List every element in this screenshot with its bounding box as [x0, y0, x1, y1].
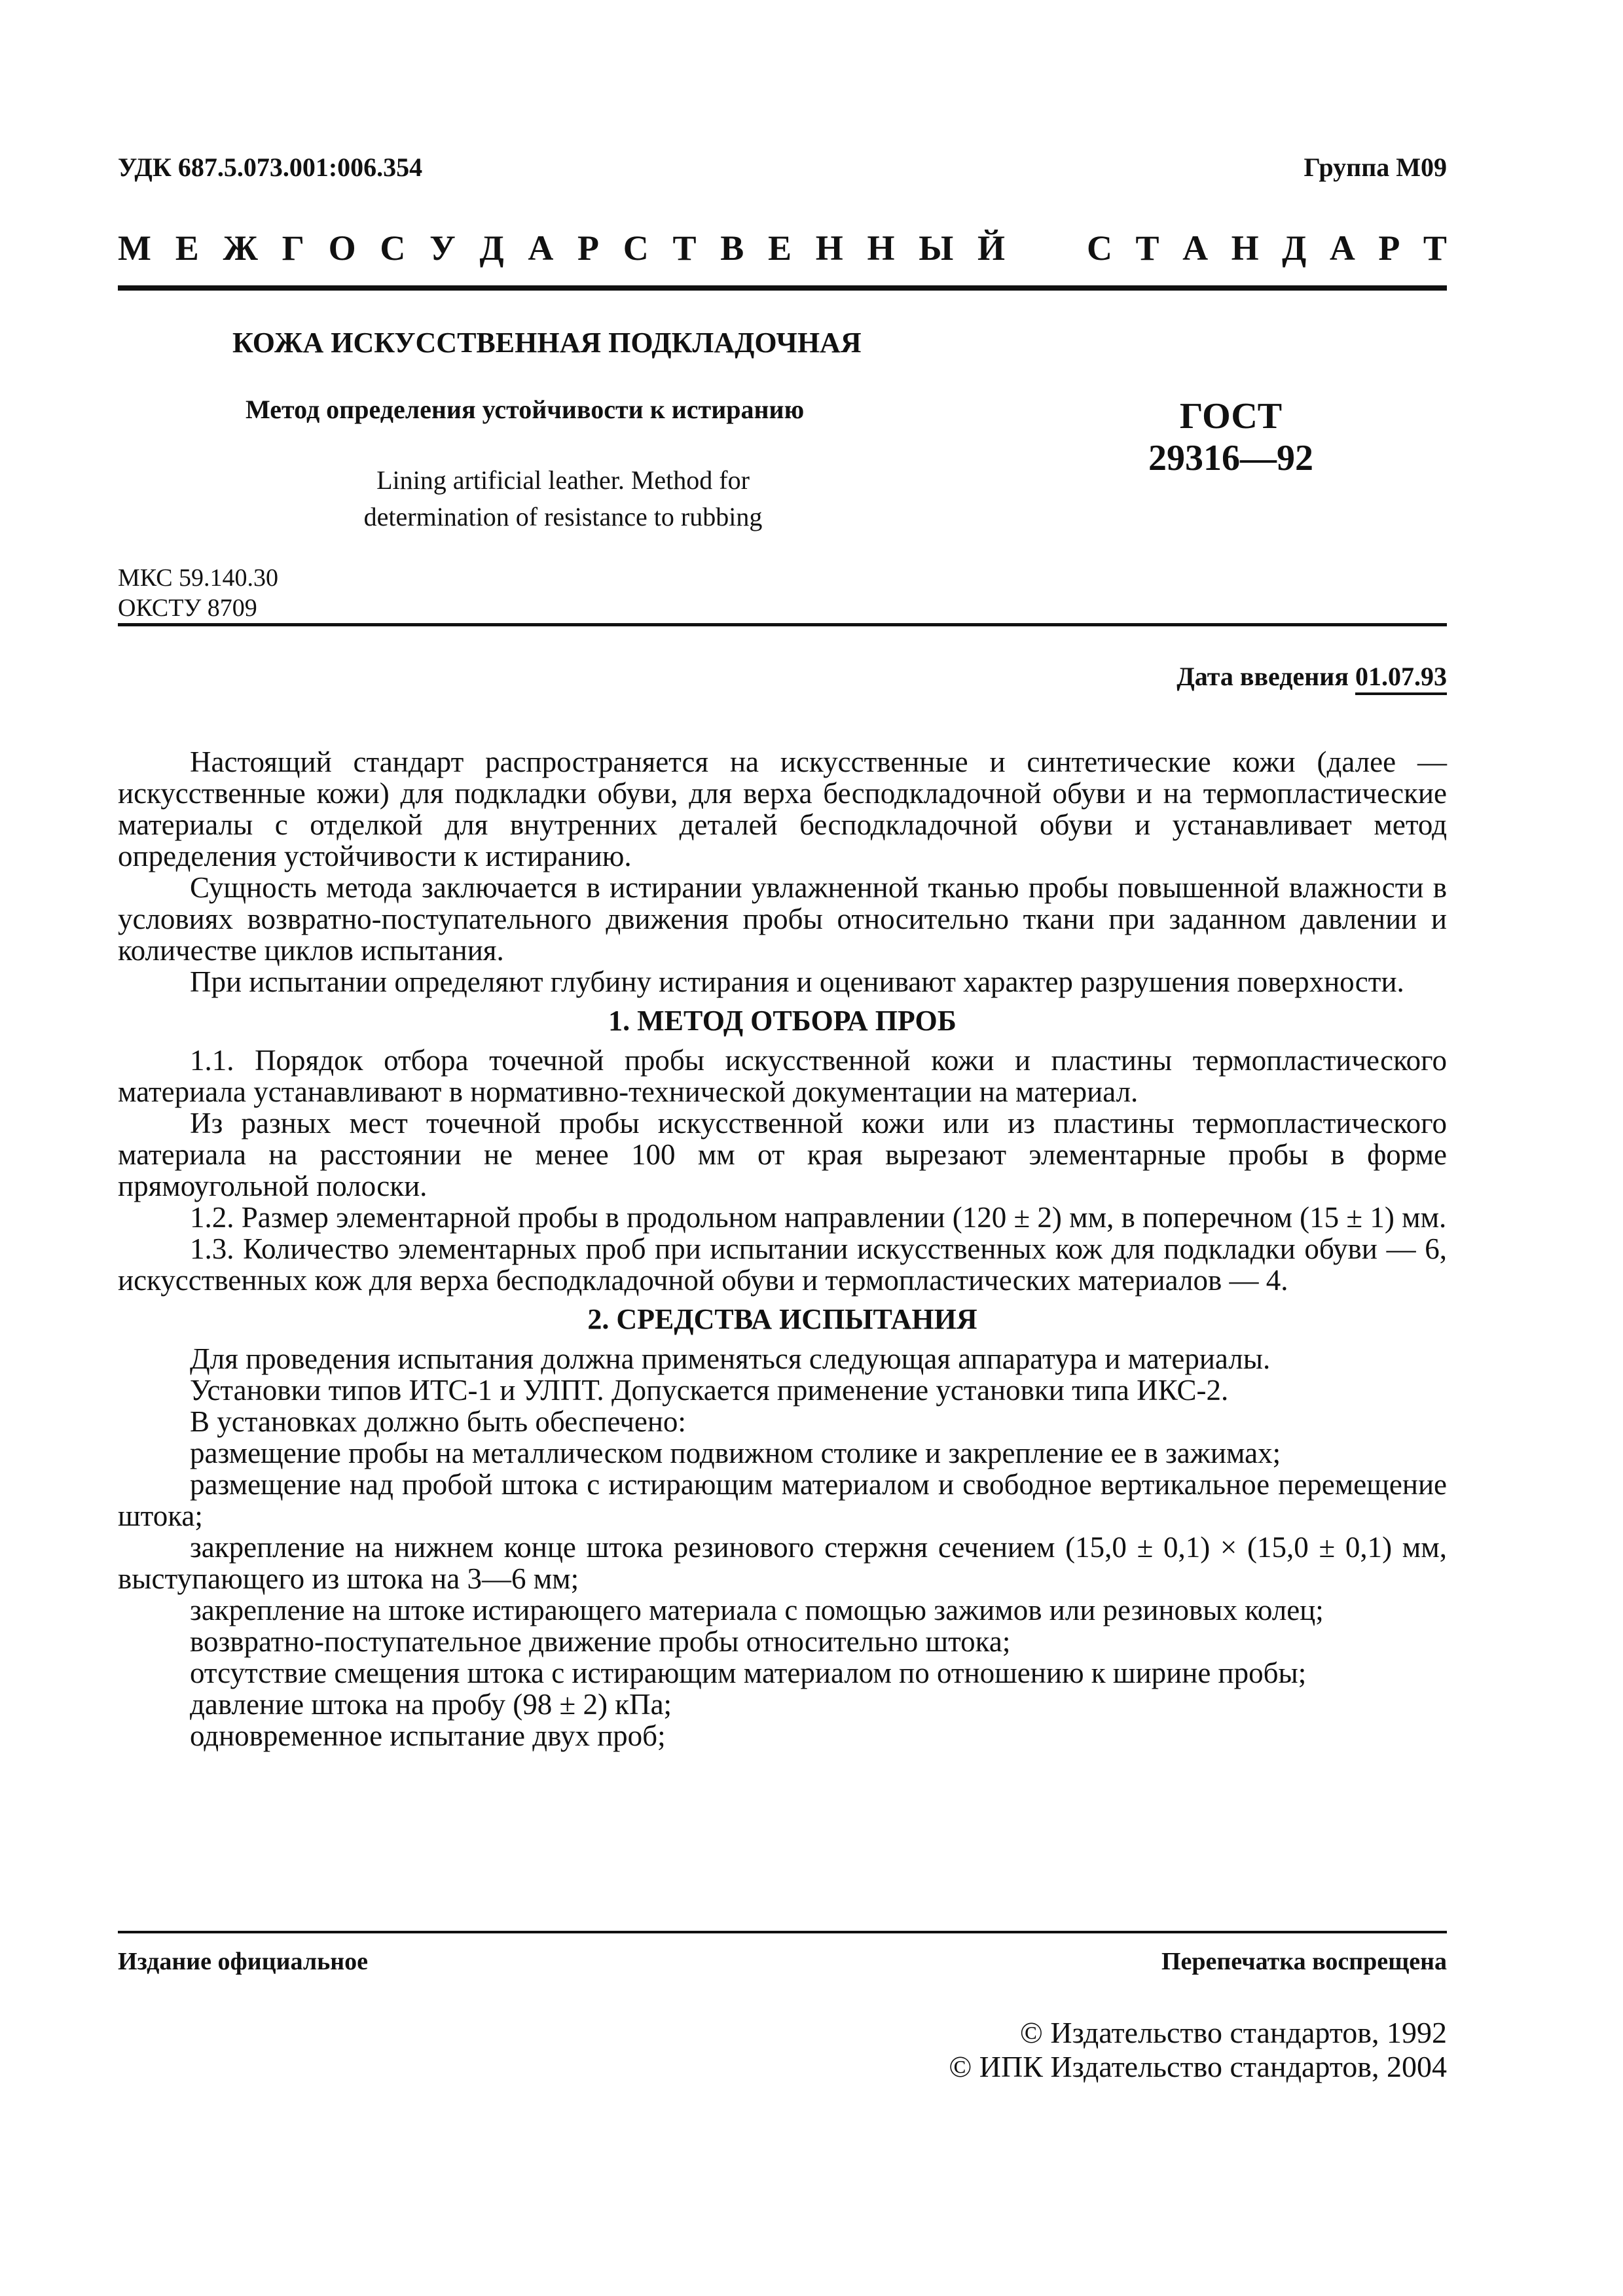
copyright-line: © Издательство стандартов, 1992: [1019, 2016, 1447, 2049]
section-paragraph: размещение над пробой штока с истирающим материалом и свободное вертикальное перемещение штока;: [118, 1468, 1447, 1532]
heading-letter: А: [1182, 228, 1209, 268]
section-paragraph: одновременное испытание двух проб;: [190, 1719, 666, 1752]
document-body: [118, 746, 1447, 1751]
date-value: 01.07.93: [1355, 662, 1447, 695]
section-paragraph: давление штока на пробу (98 ± 2) кПа;: [190, 1688, 672, 1721]
heading-letter: У: [429, 228, 456, 268]
gost-number: 29316—92: [1148, 438, 1313, 478]
copyright-line: © ИПК Издательство стандартов, 2004: [949, 2050, 1447, 2083]
heading-letter: Т: [1135, 228, 1159, 268]
heading-letter: Р: [577, 228, 600, 268]
english-title-line: Lining artificial leather. Method for: [376, 465, 750, 495]
english-title-line: determination of resistance to rubbing: [363, 502, 763, 531]
english-title: [314, 462, 812, 535]
official-edition: Издание официальное: [118, 1948, 369, 1975]
footer-rule: [118, 1931, 1447, 1933]
gost-designation: [1113, 395, 1349, 479]
heading-letter: С: [380, 228, 406, 268]
intro-paragraph: Настоящий стандарт распространяется на искусственные и синтетические кожи (далее — искусственные кожи) для подкладки обуви, для верха бесподкладочной обуви и на термопластические материалы с отделкой для внутренних деталей бесподкладочной обуви и устанавливает метод определения устойчивости к истиранию.: [118, 745, 1447, 872]
intro-paragraph: Сущность метода заключается в истирании увлажненной тканью пробы повышенной влажности в условиях возвратно-поступательного движения пробы относительно ткани при заданном давлении и количестве циклов испытания.: [118, 871, 1447, 967]
heading-letter: Ж: [223, 228, 258, 268]
heading-letter: Е: [175, 228, 199, 268]
section-heading: 1. МЕТОД ОТБОРА ПРОБ: [608, 1005, 957, 1037]
section-paragraph: размещение пробы на металлическом подвижном столике и закрепление ее в зажимах;: [190, 1437, 1281, 1469]
section-paragraph: В установках должно быть обеспечено:: [190, 1405, 686, 1438]
standard-word: [1087, 228, 1447, 268]
section-paragraph: Для проведения испытания должна применяться следующая аппаратура и материалы.: [190, 1342, 1271, 1375]
heading-letter: Н: [815, 228, 843, 268]
document-subtitle: Метод определения устойчивости к истиранию: [246, 395, 805, 424]
section-paragraph: 1.1. Порядок отбора точечной пробы искусственной кожи и пластины термопластического материала устанавливают в нормативно-технической документации на материал.: [118, 1044, 1447, 1108]
heading-letter: В: [720, 228, 744, 268]
heading-letter: Н: [867, 228, 895, 268]
heading-letter: Г: [282, 228, 304, 268]
heading-letter: Д: [1282, 228, 1307, 268]
classification-codes: [118, 563, 278, 623]
mks-code: МКС 59.140.30: [118, 564, 279, 592]
section-paragraph: 1.3. Количество элементарных проб при испытании искусственных кож для подкладки обуви — 6, искусственных кож для верха бесподкладочной обуви и термопластических материалов — 4.: [118, 1232, 1447, 1297]
section-heading: 2. СРЕДСТВА ИСПЫТАНИЯ: [587, 1303, 977, 1335]
section-paragraph: 1.2. Размер элементарной пробы в продольном направлении (120 ± 2) мм, в поперечном (15 ± 1) мм.: [190, 1201, 1447, 1234]
document-title: КОЖА ИСКУССТВЕННАЯ ПОДКЛАДОЧНАЯ: [232, 327, 862, 359]
heading-letter: Н: [1231, 228, 1259, 268]
date-label: Дата введения: [1176, 662, 1349, 691]
intro-paragraph: При испытании определяют глубину истирания и оценивают характер разрушения поверхности.: [190, 965, 1404, 998]
copyright-block: [949, 2016, 1447, 2084]
section-paragraph: закрепление на штоке истирающего материала с помощью зажимов или резиновых колец;: [190, 1594, 1324, 1626]
thick-rule: [118, 285, 1447, 291]
heading-letter: А: [1329, 228, 1355, 268]
heading-letter: М: [118, 228, 151, 268]
section-paragraph: возвратно-поступательное движение пробы относительно штока;: [190, 1625, 1011, 1658]
interstate-word: [118, 228, 1005, 268]
okstu-code: ОКСТУ 8709: [118, 594, 257, 622]
section-paragraph: Из разных мест точечной пробы искусственной кожи или из пластины термопластического материала на расстоянии не менее 100 мм от края вырезают элементарные пробы в форме прямоугольной полоски.: [118, 1107, 1447, 1202]
introduction-date: [1176, 661, 1447, 692]
heading-letter: С: [623, 228, 649, 268]
heading-letter: Т: [672, 228, 697, 268]
heading-letter: Й: [977, 228, 1005, 268]
section-paragraph: закрепление на нижнем конце штока резинового стержня сечением (15,0 ± 0,1) × (15,0 ± 0,1) мм, выступающего из штока на 3—6 мм;: [118, 1531, 1447, 1595]
thin-rule: [118, 623, 1447, 626]
header-line: [118, 152, 1447, 183]
section-paragraph: Установки типов ИТС-1 и УЛПТ. Допускается применение установки типа ИКС-2.: [190, 1374, 1229, 1407]
heading-letter: Е: [767, 228, 792, 268]
section-paragraph: отсутствие смещения штока с истирающим материалом по отношению к ширине пробы;: [190, 1657, 1307, 1689]
heading-letter: Д: [479, 228, 504, 268]
interstate-standard-heading: [118, 228, 1447, 268]
heading-letter: Р: [1378, 228, 1400, 268]
heading-letter: Т: [1423, 228, 1447, 268]
udk-code: УДК 687.5.073.001:006.354: [118, 152, 423, 182]
heading-letter: О: [328, 228, 356, 268]
group-code: Группа М09: [1304, 152, 1447, 182]
gost-label: ГОСТ: [1179, 396, 1283, 437]
reprint-notice: Перепечатка воспрещена: [1161, 1948, 1447, 1975]
heading-letter: А: [528, 228, 554, 268]
heading-letter: С: [1087, 228, 1112, 268]
heading-letter: Ы: [919, 228, 954, 268]
